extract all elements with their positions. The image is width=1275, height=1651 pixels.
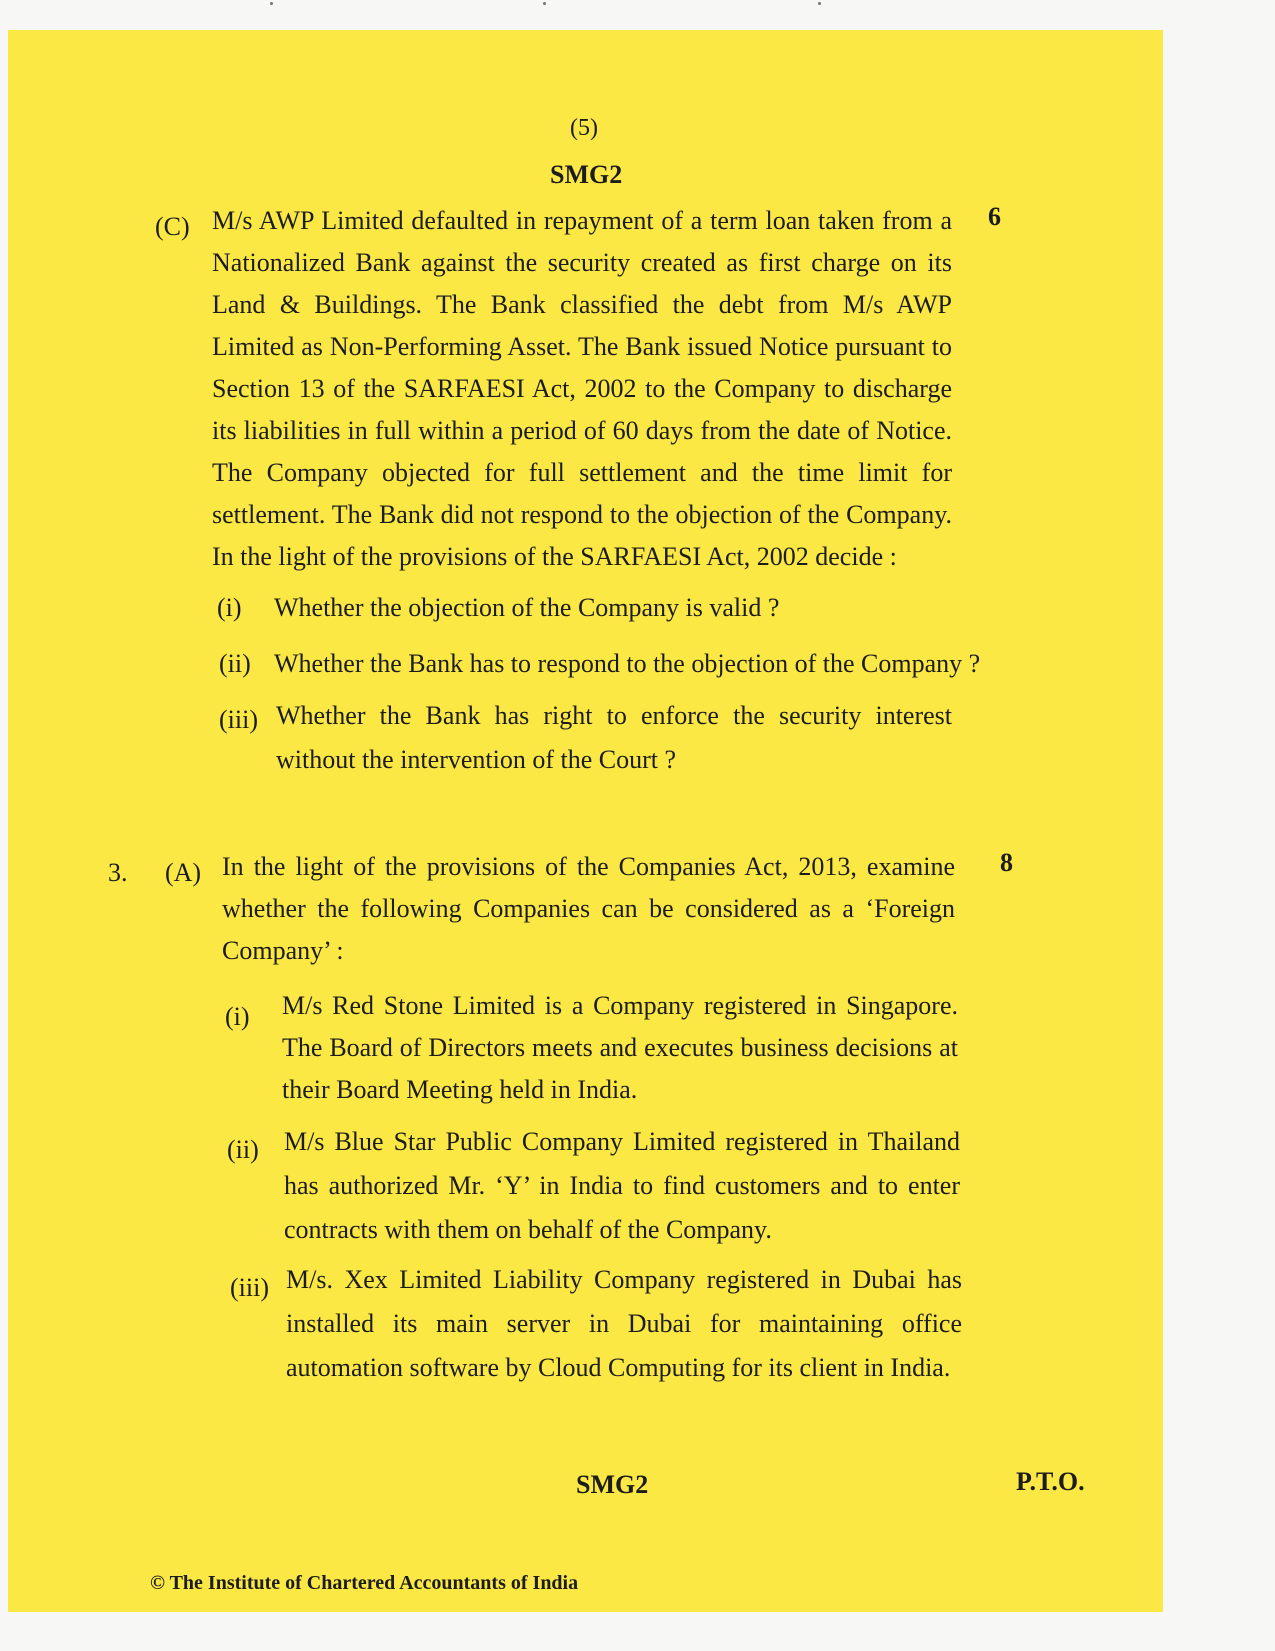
question-2c-item-label: (ii) bbox=[219, 649, 251, 678]
question-3a-paragraph: In the light of the provisions of the Companies Act, 2013, examine whether the following Companies can be considered as a ‘Foreign Company’ : bbox=[222, 852, 955, 965]
page-number: (5) bbox=[570, 115, 598, 141]
question-3a-marks: 8 bbox=[1000, 848, 1013, 877]
scan-speck bbox=[270, 2, 273, 5]
question-3a-item-text: M/s Blue Star Public Company Limited registered in Thailand has authorized Mr. ‘Y’ in India to find customers and to enter contracts with them on behalf of the Company. bbox=[284, 1127, 960, 1244]
question-2c-item-text: Whether the Bank has right to enforce the security interest without the intervention of the Court ? bbox=[276, 701, 952, 774]
question-3-number: 3. bbox=[108, 858, 128, 887]
question-2c-item-label: (i) bbox=[217, 593, 242, 622]
question-2c-marks: 6 bbox=[988, 202, 1001, 231]
scan-speck bbox=[818, 2, 821, 5]
question-3a-item-text: M/s. Xex Limited Liability Company registered in Dubai has installed its main server in Dubai for maintaining office automation software by Cloud Computing for its client in India. bbox=[286, 1265, 962, 1382]
question-3a-item-label: (ii) bbox=[227, 1135, 259, 1164]
please-turn-over: P.T.O. bbox=[1016, 1467, 1085, 1496]
question-3a-label: (A) bbox=[165, 858, 202, 887]
question-2c-label: (C) bbox=[155, 212, 190, 241]
copyright-notice: © The Institute of Chartered Accountants of India bbox=[150, 1572, 579, 1594]
scan-speck bbox=[543, 2, 546, 5]
question-2c-item-label: (iii) bbox=[219, 705, 258, 734]
question-3a-item-label: (iii) bbox=[230, 1273, 269, 1302]
question-2c-item-text: Whether the Bank has to respond to the objection of the Company ? bbox=[274, 649, 981, 678]
question-3a-item-label: (i) bbox=[225, 1002, 250, 1031]
question-3a-item-text: M/s Red Stone Limited is a Company registered in Singapore. The Board of Directors meets and executes business decisions at their Board Meeting held in India. bbox=[282, 991, 958, 1104]
paper-code-header: SMG2 bbox=[550, 160, 623, 189]
question-2c-item-text: Whether the objection of the Company is valid ? bbox=[274, 593, 780, 622]
question-2c-paragraph: M/s AWP Limited defaulted in repayment of a term loan taken from a Nationalized Bank against the security created as first charge on its Land & Buildings. The Bank classified the debt from M/s AWP Limited as Non-Performing Asset. The Bank issued Notice pursuant to Section 13 of the SARFAESI Act, 2002 to the Company to discharge its liabilities in full within a period of 60 days from the date of Notice. The Company objected for full settlement and the time limit for settlement. The Bank did not respond to the objection of the Company. In the light of the provisions of the SARFAESI Act, 2002 decide : bbox=[212, 206, 952, 571]
paper-code-footer: SMG2 bbox=[576, 1470, 649, 1499]
